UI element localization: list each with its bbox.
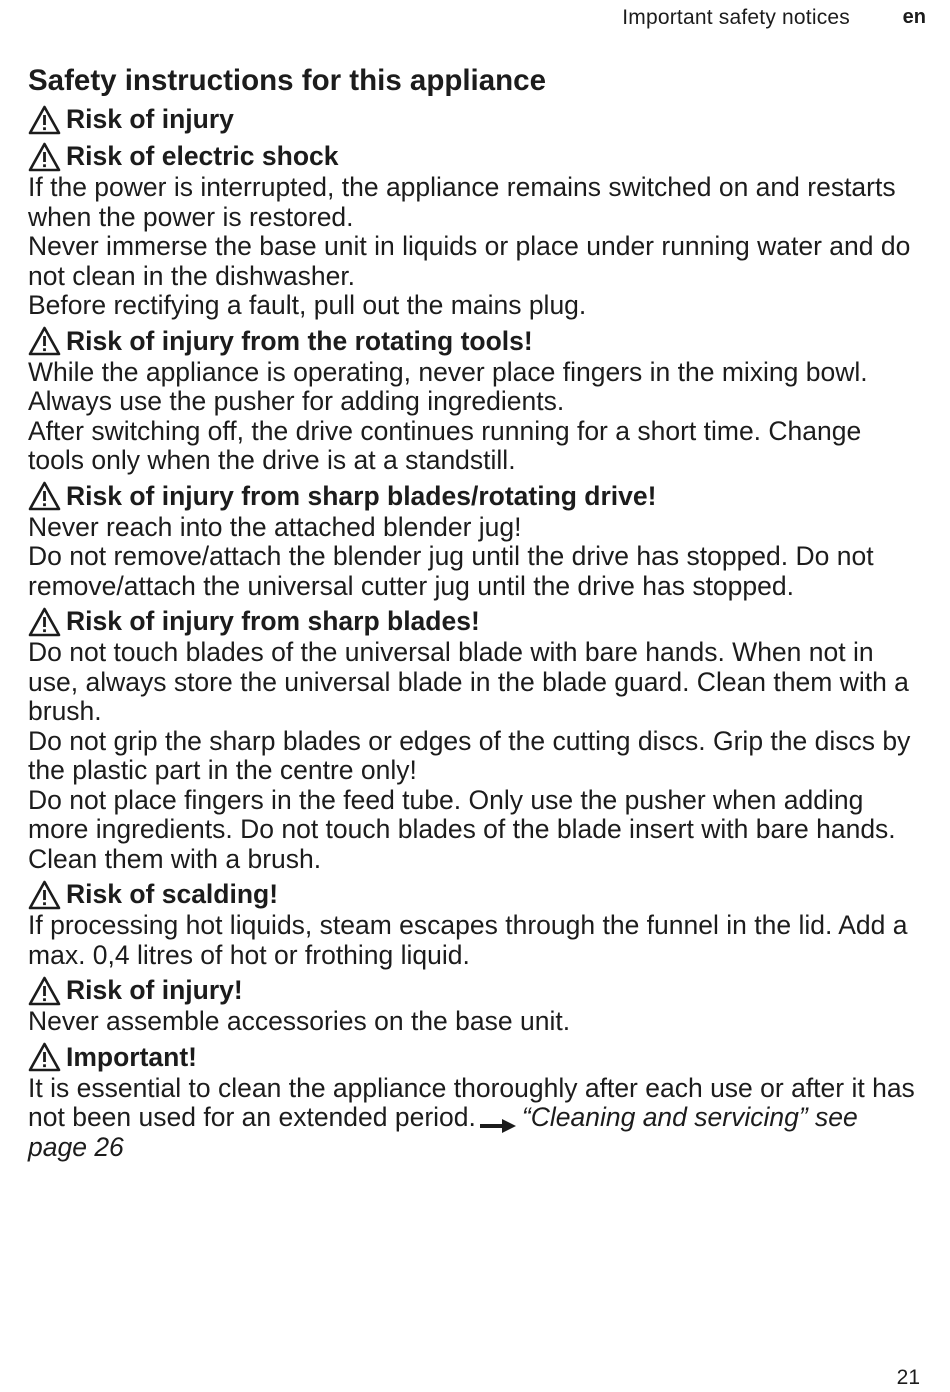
warning-paragraph: After switching off, the drive continues running for a short time. Change tools only when the drive is at a standstill. [28,415,862,475]
warning-title: Risk of injury! [66,975,243,1005]
warning-title: Risk of injury from sharp blades! [66,606,480,636]
warning-paragraph-text: It is essential to clean the appliance thoroughly after each use or after it has not been used for an extended period. [28,1072,915,1132]
warning-triangle-icon [28,103,66,136]
warning-heading [28,140,923,173]
warning-paragraph: Never assemble accessories on the base unit. [28,1006,571,1036]
warning-triangle-icon [28,878,66,911]
warning-triangle-icon [28,140,66,173]
warning-title: Risk of scalding! [66,879,279,909]
warning-title: Risk of injury [66,104,234,134]
warning-triangle-icon [28,974,66,1007]
warning-title: Risk of injury from the rotating tools! [66,325,533,356]
warning-paragraph: While the appliance is operating, never place fingers in the mixing bowl. Always use the pusher for adding ingredients. [28,356,868,416]
warning-paragraph [28,1074,923,1163]
warning-title: Important! [66,1041,198,1072]
warning-heading [28,878,923,911]
warning-heading [28,974,923,1007]
warning-paragraph: Do not remove/attach the blender jug until the drive has stopped. Do not remove/attach the universal cutter jug until the drive has stopped. [28,541,874,601]
warning-heading [28,480,923,513]
language-code: en [902,6,926,28]
warning-heading [28,325,923,358]
warning-title: Risk of electric shock [66,141,339,171]
warning-paragraph: Do not place fingers in the feed tube. Only use the pusher when adding more ingredients. Do not touch blades of the blade insert with bare hands. Clean them with a brush. [28,784,896,874]
warning-heading [28,103,923,136]
warning-triangle-icon [28,605,66,638]
warning-paragraph: Do not touch blades of the universal blade with bare hands. When not in use, always store the universal blade in the blade guard. Clean them with a brush. [28,637,909,726]
content [28,62,923,1162]
warning-paragraph: Before rectifying a fault, pull out the mains plug. [28,290,587,320]
arrow-right-icon [480,1110,516,1124]
cross-reference-link[interactable]: “Cleaning and servicing” see page 26 [28,1102,858,1162]
warning-heading [28,1041,923,1074]
warning-paragraph: If the power is interrupted, the appliance remains switched on and restarts when the power is restored. [28,172,896,232]
warning-title: Risk of injury from sharp blades/rotating drive! [66,480,657,511]
warning-paragraph: If processing hot liquids, steam escapes through the funnel in the lid. Add a max. 0,4 litres of hot or frothing liquid. [28,910,908,970]
warning-paragraph: Do not grip the sharp blades or edges of the cutting discs. Grip the discs by the plastic part in the centre only! [28,725,911,785]
warning-triangle-icon [28,480,66,513]
warning-heading [28,605,923,638]
warning-paragraph: Never immerse the base unit in liquids or place under running water and do not clean in the dishwasher. [28,231,911,291]
warning-triangle-icon [28,1041,66,1074]
page-header [0,6,950,34]
warning-paragraph: Never reach into the attached blender jug! [28,511,522,542]
warning-triangle-icon [28,325,66,358]
page-title: Safety instructions for this appliance [28,64,546,97]
header-title: Important safety notices [622,6,850,29]
page-number: 21 [896,1366,920,1389]
